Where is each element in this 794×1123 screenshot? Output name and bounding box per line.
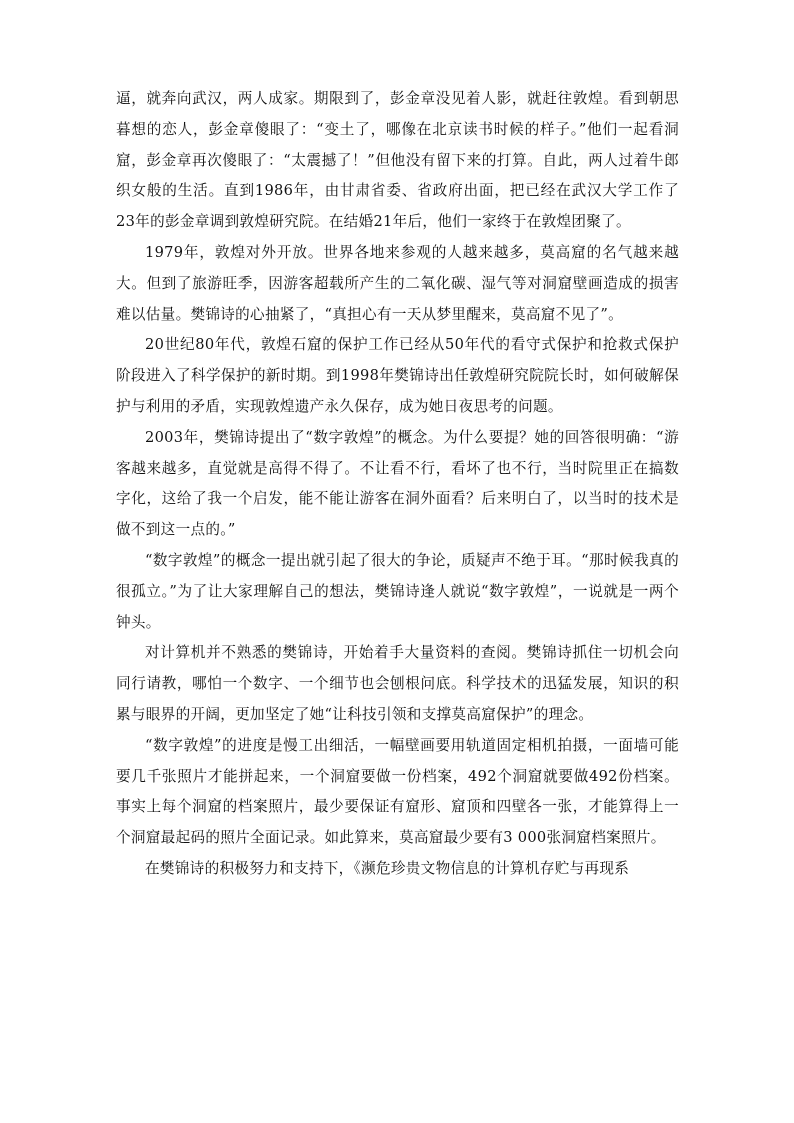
paragraph-4: 2003年，樊锦诗提出了“数字敦煌”的概念。为什么要提？她的回答很明确：“游客越来越多，直觉就是高得不得了。不让看不行，看坏了也不行，当时院里正在搞数字化，这给了我一个启发，能不能让游客在洞外面看？后来明白了，以当时的技术是做不到这一点的。”: [116, 428, 679, 539]
document-body: [116, 84, 679, 885]
paragraph-6: 对计算机并不熟悉的樊锦诗，开始着手大量资料的查阅。樊锦诗抓住一切机会向同行请教，哪怕一个数字、一个细节也会刨根问底。科学技术的迅猛发展，知识的积累与眼界的开阔，更加坚定了她“让科技引领和支撑莫高窟保护”的理念。: [116, 644, 679, 723]
paragraph-1: 逼，就奔向武汉，两人成家。期限到了，彭金章没见着人影，就赶往敦煌。看到朝思暮想的恋人，彭金章傻眼了：“变土了，哪像在北京读书时候的样子。”他们一起看洞窟，彭金章再次傻眼了：“太震撼了！”但他没有留下来的打算。自此，两人过着牛郎织女般的生活。直到1986年，由甘肃省委、省政府出面，把已经在武汉大学工作了23年的彭金章调到敦煌研究院。在结婚21年后，他们一家终于在敦煌团聚了。: [116, 90, 679, 231]
paragraph-8: 在樊锦诗的积极努力和支持下，《濒危珍贵文物信息的计算机存贮与再现系: [145, 859, 630, 877]
paragraph-2: 1979年，敦煌对外开放。世界各地来参观的人越来越多，莫高窟的名气越来越大。但到了旅游旺季，因游客超载所产生的二氧化碳、湿气等对洞窟壁画造成的损害难以估量。樊锦诗的心抽紧了，“真担心有一天从梦里醒来，莫高窟不见了”。: [116, 243, 679, 323]
paragraph-3: 20世纪80年代，敦煌石窟的保护工作已经从50年代的看守式保护和抢救式保护阶段进入了科学保护的新时期。到1998年樊锦诗出任敦煌研究院院长时，如何破解保护与利用的矛盾，实现敦煌遗产永久保存，成为她日夜思考的问题。: [116, 336, 679, 415]
paragraph-5: “数字敦煌”的概念一提出就引起了很大的争论，质疑声不绝于耳。“那时候我真的很孤立。”为了让大家理解自己的想法，樊锦诗逢人就说“数字敦煌”，一说就是一两个钟头。: [116, 551, 679, 631]
paragraph-7: “数字敦煌”的进度是慢工出细活，一幅壁画要用轨道固定相机拍摄，一面墙可能要几千张照片才能拼起来，一个洞窟要做一份档案，492个洞窟就要做492份档案。事实上每个洞窟的档案照片，最少要保证有窟形、窟顶和四壁各一张，才能算得上一个洞窟最起码的照片全面记录。如此算来，莫高窟最少要有3 000张洞窟档案照片。: [116, 736, 679, 847]
